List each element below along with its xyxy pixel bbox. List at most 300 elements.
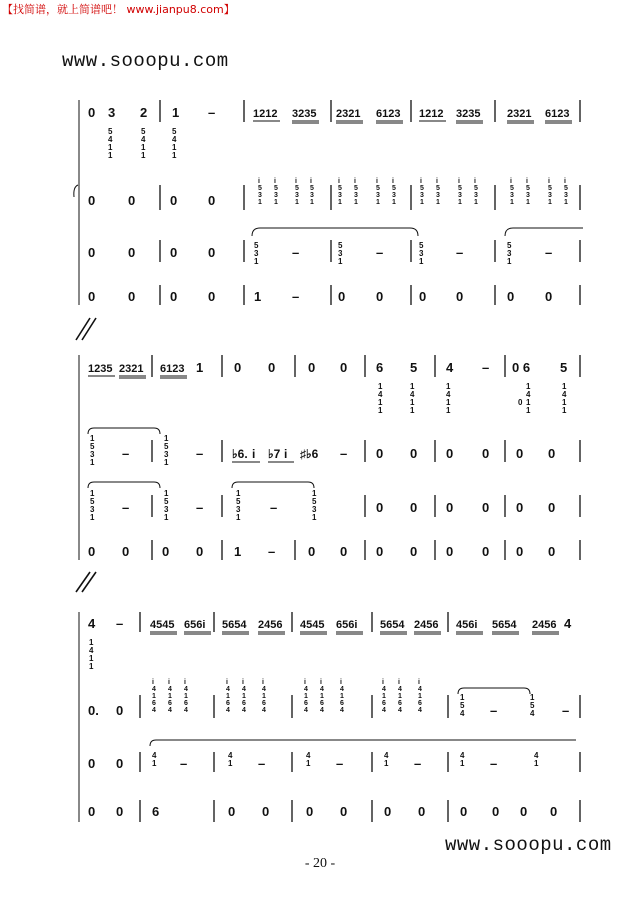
svg-text:1: 1 bbox=[236, 489, 241, 498]
note: 0 bbox=[340, 804, 348, 819]
note: 0 bbox=[376, 446, 384, 461]
note-group: 2456 bbox=[532, 619, 557, 631]
chord-digit: 3 bbox=[458, 192, 462, 199]
svg-text:5: 5 bbox=[530, 701, 535, 710]
note: 0 bbox=[548, 544, 556, 559]
chord-digit: 4 bbox=[262, 707, 266, 714]
chord-digit: i bbox=[548, 178, 550, 185]
note-group: 4545 bbox=[150, 619, 175, 631]
svg-text:5: 5 bbox=[254, 241, 259, 250]
chord-digit: i bbox=[258, 178, 260, 185]
chord-digit: 6 bbox=[184, 700, 188, 707]
svg-text:1: 1 bbox=[410, 398, 415, 407]
dash: – bbox=[414, 756, 422, 771]
svg-text:4: 4 bbox=[410, 390, 415, 399]
chord-digit: i bbox=[338, 178, 340, 185]
note: 0 bbox=[376, 544, 384, 559]
chord-digit: 4 bbox=[418, 707, 422, 714]
svg-text:1: 1 bbox=[562, 382, 567, 391]
svg-text:4: 4 bbox=[534, 751, 539, 760]
note: 0 bbox=[128, 193, 136, 208]
note: – bbox=[208, 105, 216, 120]
note: 4 bbox=[564, 616, 572, 631]
chord-digit: 4 bbox=[320, 707, 324, 714]
chord-digit: 6 bbox=[152, 700, 156, 707]
svg-text:1: 1 bbox=[562, 398, 567, 407]
note: 0 bbox=[482, 544, 490, 559]
note-group: 2321 bbox=[336, 108, 361, 120]
note: 0 bbox=[116, 703, 124, 718]
chord-digit: 1 bbox=[354, 199, 358, 206]
note: 0 bbox=[507, 289, 515, 304]
system-2 bbox=[79, 355, 580, 560]
chord-digit: i bbox=[320, 679, 322, 686]
dash: – bbox=[196, 500, 204, 515]
chord-digit: 1 bbox=[242, 693, 246, 700]
chord-digit: i bbox=[376, 178, 378, 185]
note: 1 bbox=[254, 289, 262, 304]
note: 0 bbox=[520, 804, 528, 819]
svg-text:1: 1 bbox=[419, 257, 424, 266]
note-group: 6123 bbox=[545, 108, 570, 120]
chord-digit: 5 bbox=[258, 185, 262, 192]
note: 0 bbox=[170, 289, 178, 304]
chord-digit: 4 bbox=[168, 707, 172, 714]
chord-digit: 1 bbox=[274, 199, 278, 206]
note: 0 bbox=[410, 544, 418, 559]
chord-digit: 5 bbox=[338, 185, 342, 192]
svg-text:3: 3 bbox=[236, 505, 241, 514]
note-group: 4545 bbox=[300, 619, 325, 631]
chord-digit: 3 bbox=[564, 192, 568, 199]
svg-text:1: 1 bbox=[141, 143, 146, 152]
note: 0 bbox=[170, 245, 178, 260]
chord-digit: i bbox=[418, 679, 420, 686]
svg-text:1: 1 bbox=[90, 434, 95, 443]
chord-digit: i bbox=[510, 178, 512, 185]
chord-digit: 3 bbox=[436, 192, 440, 199]
note: 0 bbox=[116, 804, 124, 819]
chord-digit: 6 bbox=[304, 700, 308, 707]
svg-text:5: 5 bbox=[419, 241, 424, 250]
note: 0 bbox=[308, 360, 316, 375]
chord-digit: 5 bbox=[526, 185, 530, 192]
svg-text:5: 5 bbox=[90, 497, 95, 506]
chord-digit: i bbox=[310, 178, 312, 185]
svg-text:1: 1 bbox=[460, 759, 465, 768]
chord-digit: i bbox=[295, 178, 297, 185]
note-group: 656i bbox=[184, 619, 206, 631]
note: 0 bbox=[162, 544, 170, 559]
dash: – bbox=[482, 360, 490, 375]
chord-digit: 1 bbox=[526, 199, 530, 206]
note: 0 bbox=[419, 289, 427, 304]
chord-digit: 5 bbox=[295, 185, 299, 192]
svg-text:3: 3 bbox=[90, 450, 95, 459]
dash: – bbox=[545, 245, 553, 260]
chord-digit: 5 bbox=[564, 185, 568, 192]
svg-text:4: 4 bbox=[378, 390, 383, 399]
chord-digit: 4 bbox=[152, 707, 156, 714]
svg-text:4: 4 bbox=[152, 751, 157, 760]
svg-text:5: 5 bbox=[507, 241, 512, 250]
svg-text:3: 3 bbox=[312, 505, 317, 514]
note: i bbox=[284, 447, 288, 461]
svg-text:4: 4 bbox=[384, 751, 389, 760]
svg-text:4: 4 bbox=[306, 751, 311, 760]
chord-digit: 5 bbox=[392, 185, 396, 192]
svg-text:0: 0 bbox=[518, 398, 523, 407]
dash: – bbox=[270, 500, 278, 515]
chord-digit: 4 bbox=[168, 686, 172, 693]
chord-digit: 4 bbox=[152, 686, 156, 693]
svg-text:5: 5 bbox=[164, 497, 169, 506]
svg-text:3: 3 bbox=[164, 450, 169, 459]
svg-text:5: 5 bbox=[141, 127, 146, 136]
chord-digit: i bbox=[458, 178, 460, 185]
svg-text:5: 5 bbox=[108, 127, 113, 136]
chord-digit: 6 bbox=[418, 700, 422, 707]
chord-digit: 4 bbox=[242, 707, 246, 714]
chord-digit: 4 bbox=[340, 686, 344, 693]
svg-text:1: 1 bbox=[410, 382, 415, 391]
svg-text:1: 1 bbox=[306, 759, 311, 768]
chord-digit: 1 bbox=[338, 199, 342, 206]
note: 0 bbox=[446, 500, 454, 515]
chord-digit: 1 bbox=[420, 199, 424, 206]
note: 1 bbox=[196, 360, 204, 375]
chord-digit: 3 bbox=[526, 192, 530, 199]
chord-digit: 4 bbox=[398, 686, 402, 693]
chord-digit: 4 bbox=[242, 686, 246, 693]
watermark-url-bottom: www.sooopu.com bbox=[445, 834, 612, 856]
note: 1 bbox=[172, 105, 180, 120]
chord-digit: 1 bbox=[510, 199, 514, 206]
svg-text:5: 5 bbox=[338, 241, 343, 250]
note: 5 bbox=[410, 360, 418, 375]
note: 0 bbox=[234, 360, 242, 375]
chord-digit: 3 bbox=[548, 192, 552, 199]
page-number: - 20 - bbox=[304, 856, 336, 871]
chord-digit: 4 bbox=[226, 686, 230, 693]
chord-digit: 5 bbox=[420, 185, 424, 192]
svg-text:1: 1 bbox=[141, 151, 146, 160]
svg-text:1: 1 bbox=[172, 151, 177, 160]
svg-text:3: 3 bbox=[164, 505, 169, 514]
chord-digit: 1 bbox=[226, 693, 230, 700]
chord-digit: 6 bbox=[226, 700, 230, 707]
svg-text:4: 4 bbox=[446, 390, 451, 399]
system-3 bbox=[79, 612, 580, 822]
note-group: 5654 bbox=[380, 619, 405, 631]
svg-text:1: 1 bbox=[164, 458, 169, 467]
note: 0 bbox=[208, 245, 216, 260]
chord-digit: 5 bbox=[310, 185, 314, 192]
note: 0 bbox=[376, 289, 384, 304]
chord-digit: 3 bbox=[376, 192, 380, 199]
note: 0 bbox=[482, 446, 490, 461]
svg-text:1: 1 bbox=[530, 693, 535, 702]
note: 2 bbox=[140, 105, 148, 120]
note: 0 bbox=[88, 756, 96, 771]
note: 0 bbox=[88, 193, 96, 208]
chord-digit: 3 bbox=[354, 192, 358, 199]
note: 0 bbox=[516, 446, 524, 461]
note: 0 bbox=[545, 289, 553, 304]
note: 0 bbox=[456, 289, 464, 304]
svg-text:1: 1 bbox=[562, 406, 567, 415]
chord-digit: 5 bbox=[354, 185, 358, 192]
svg-text:1: 1 bbox=[384, 759, 389, 768]
chord-digit: 1 bbox=[418, 693, 422, 700]
chord-digit: 1 bbox=[376, 199, 380, 206]
note: 0 bbox=[548, 500, 556, 515]
svg-text:1: 1 bbox=[164, 489, 169, 498]
svg-text:1: 1 bbox=[108, 151, 113, 160]
note-group: 2456 bbox=[414, 619, 439, 631]
svg-text:3: 3 bbox=[419, 249, 424, 258]
note: 0 bbox=[460, 804, 468, 819]
chord-digit: 1 bbox=[320, 693, 324, 700]
chord-digit: 1 bbox=[382, 693, 386, 700]
svg-text:5: 5 bbox=[312, 497, 317, 506]
note: 0 bbox=[548, 446, 556, 461]
dash: – bbox=[336, 756, 344, 771]
chord-digit: i bbox=[420, 178, 422, 185]
note: ♭7 bbox=[268, 447, 281, 461]
svg-text:1: 1 bbox=[312, 489, 317, 498]
note: ♭6. bbox=[232, 447, 248, 461]
chord-digit: 1 bbox=[310, 199, 314, 206]
chord-digit: 1 bbox=[474, 199, 478, 206]
note: 0 bbox=[268, 360, 276, 375]
chord-digit: 1 bbox=[436, 199, 440, 206]
dash: – bbox=[456, 245, 464, 260]
svg-text:4: 4 bbox=[89, 646, 94, 655]
note-group: 6123 bbox=[160, 363, 185, 375]
note: 6 bbox=[376, 360, 384, 375]
chord-digit: 4 bbox=[320, 686, 324, 693]
svg-text:1: 1 bbox=[90, 489, 95, 498]
chord-digit: 3 bbox=[392, 192, 396, 199]
svg-text:5: 5 bbox=[460, 701, 465, 710]
chord-digit: 4 bbox=[184, 707, 188, 714]
chord-digit: 4 bbox=[398, 707, 402, 714]
dash: – bbox=[292, 289, 300, 304]
note-group: 656i bbox=[336, 619, 358, 631]
note: 0 bbox=[338, 289, 346, 304]
dash: – bbox=[196, 446, 204, 461]
note-group: 3235 bbox=[292, 108, 317, 120]
note-group: 3235 bbox=[456, 108, 481, 120]
dash: – bbox=[292, 245, 300, 260]
chord-digit: 6 bbox=[320, 700, 324, 707]
note: ♯♭6 bbox=[300, 447, 319, 461]
note: 0 bbox=[446, 446, 454, 461]
svg-text:1: 1 bbox=[534, 759, 539, 768]
note: 0 bbox=[122, 544, 130, 559]
note: 0 bbox=[410, 500, 418, 515]
note: 0 6 bbox=[512, 360, 531, 375]
svg-text:1: 1 bbox=[90, 513, 95, 522]
chord-digit: 5 bbox=[510, 185, 514, 192]
svg-text:1: 1 bbox=[89, 638, 94, 647]
svg-text:1: 1 bbox=[446, 398, 451, 407]
note: 0 bbox=[88, 804, 96, 819]
dash: – bbox=[122, 446, 130, 461]
note: 0. bbox=[88, 703, 99, 718]
svg-text:4: 4 bbox=[530, 709, 535, 718]
chord-digit: 1 bbox=[458, 199, 462, 206]
chord-digit: i bbox=[242, 679, 244, 686]
svg-text:1: 1 bbox=[152, 759, 157, 768]
chord-digit: 4 bbox=[418, 686, 422, 693]
svg-text:5: 5 bbox=[164, 442, 169, 451]
chord-digit: i bbox=[274, 178, 276, 185]
note: 0 bbox=[418, 804, 426, 819]
chord-digit: 3 bbox=[474, 192, 478, 199]
svg-text:1: 1 bbox=[446, 382, 451, 391]
chord-digit: 5 bbox=[474, 185, 478, 192]
svg-text:1: 1 bbox=[446, 406, 451, 415]
dash: – bbox=[258, 756, 266, 771]
chord-digit: 1 bbox=[258, 199, 262, 206]
svg-text:1: 1 bbox=[410, 406, 415, 415]
dash: – bbox=[490, 703, 498, 718]
chord-digit: i bbox=[354, 178, 356, 185]
dash: – bbox=[180, 756, 188, 771]
chord-digit: 3 bbox=[420, 192, 424, 199]
svg-text:1: 1 bbox=[236, 513, 241, 522]
svg-text:3: 3 bbox=[507, 249, 512, 258]
note: 5 bbox=[560, 360, 568, 375]
note-group: 1212 bbox=[253, 108, 278, 120]
chord-digit: 4 bbox=[340, 707, 344, 714]
chord-digit: i bbox=[152, 679, 154, 686]
chord-digit: 6 bbox=[168, 700, 172, 707]
svg-text:1: 1 bbox=[172, 143, 177, 152]
chord-digit: 1 bbox=[184, 693, 188, 700]
svg-text:1: 1 bbox=[378, 398, 383, 407]
watermark-url-top: www.sooopu.com bbox=[62, 50, 229, 72]
dash: – bbox=[268, 544, 276, 559]
note: 0 bbox=[550, 804, 558, 819]
svg-text:1: 1 bbox=[338, 257, 343, 266]
chord-digit: 3 bbox=[295, 192, 299, 199]
chord-digit: i bbox=[526, 178, 528, 185]
note-group: 5654 bbox=[222, 619, 247, 631]
chord-digit: i bbox=[262, 679, 264, 686]
note: 0 bbox=[308, 544, 316, 559]
chord-digit: i bbox=[304, 679, 306, 686]
svg-text:1: 1 bbox=[89, 654, 94, 663]
note: 0 bbox=[128, 245, 136, 260]
dash: – bbox=[122, 500, 130, 515]
dash: – bbox=[376, 245, 384, 260]
chord-digit: 3 bbox=[274, 192, 278, 199]
svg-text:4: 4 bbox=[460, 709, 465, 718]
svg-text:1: 1 bbox=[254, 257, 259, 266]
svg-text:4: 4 bbox=[141, 135, 146, 144]
svg-text:1: 1 bbox=[90, 458, 95, 467]
note: 0 bbox=[208, 289, 216, 304]
svg-text:3: 3 bbox=[90, 505, 95, 514]
chord-digit: 5 bbox=[548, 185, 552, 192]
svg-text:1: 1 bbox=[164, 434, 169, 443]
note: 3 bbox=[108, 105, 116, 120]
note: 1 bbox=[234, 544, 242, 559]
note: 0 bbox=[208, 193, 216, 208]
note-group: 2321 bbox=[119, 363, 144, 375]
note: 0 bbox=[88, 245, 96, 260]
chord-digit: 1 bbox=[304, 693, 308, 700]
chord-digit: 1 bbox=[398, 693, 402, 700]
chord-digit: 4 bbox=[382, 686, 386, 693]
chord-digit: 3 bbox=[338, 192, 342, 199]
chord-digit: 1 bbox=[295, 199, 299, 206]
note: 0 bbox=[262, 804, 270, 819]
svg-text:4: 4 bbox=[460, 751, 465, 760]
svg-text:1: 1 bbox=[228, 759, 233, 768]
svg-text:1: 1 bbox=[507, 257, 512, 266]
chord-digit: 6 bbox=[340, 700, 344, 707]
note: 0 bbox=[170, 193, 178, 208]
chord-digit: 1 bbox=[168, 693, 172, 700]
note: 0 bbox=[128, 289, 136, 304]
note: 4 bbox=[88, 616, 96, 631]
chord-digit: 6 bbox=[382, 700, 386, 707]
note: 0 bbox=[88, 544, 96, 559]
chord-digit: i bbox=[340, 679, 342, 686]
dash: – bbox=[340, 446, 348, 461]
note-group: 6123 bbox=[376, 108, 401, 120]
chord-digit: i bbox=[184, 679, 186, 686]
note-group: 5654 bbox=[492, 619, 517, 631]
svg-text:1: 1 bbox=[312, 513, 317, 522]
note: 0 bbox=[446, 544, 454, 559]
chord-digit: 5 bbox=[376, 185, 380, 192]
note: 4 bbox=[446, 360, 454, 375]
note: 0 bbox=[196, 544, 204, 559]
chord-digit: i bbox=[564, 178, 566, 185]
chord-digit: i bbox=[226, 679, 228, 686]
chord-digit: 3 bbox=[310, 192, 314, 199]
chord-digit: 4 bbox=[382, 707, 386, 714]
chord-digit: 1 bbox=[340, 693, 344, 700]
note: 0 bbox=[384, 804, 392, 819]
svg-text:1: 1 bbox=[526, 382, 531, 391]
svg-text:4: 4 bbox=[108, 135, 113, 144]
dash: – bbox=[562, 703, 570, 718]
note: 0 bbox=[492, 804, 500, 819]
site-banner: 【找简谱，就上简谱吧！ www.jianpu8.com】 bbox=[2, 3, 235, 16]
dash: – bbox=[490, 756, 498, 771]
svg-text:4: 4 bbox=[172, 135, 177, 144]
chord-digit: 1 bbox=[262, 693, 266, 700]
svg-text:4: 4 bbox=[526, 390, 531, 399]
chord-digit: 4 bbox=[262, 686, 266, 693]
note: 0 bbox=[340, 544, 348, 559]
note: 0 bbox=[228, 804, 236, 819]
svg-text:5: 5 bbox=[90, 442, 95, 451]
svg-text:4: 4 bbox=[562, 390, 567, 399]
note: 0 bbox=[410, 446, 418, 461]
chord-digit: 3 bbox=[510, 192, 514, 199]
svg-text:1: 1 bbox=[108, 143, 113, 152]
chord-digit: 5 bbox=[458, 185, 462, 192]
chord-digit: 1 bbox=[548, 199, 552, 206]
svg-text:1: 1 bbox=[526, 398, 531, 407]
